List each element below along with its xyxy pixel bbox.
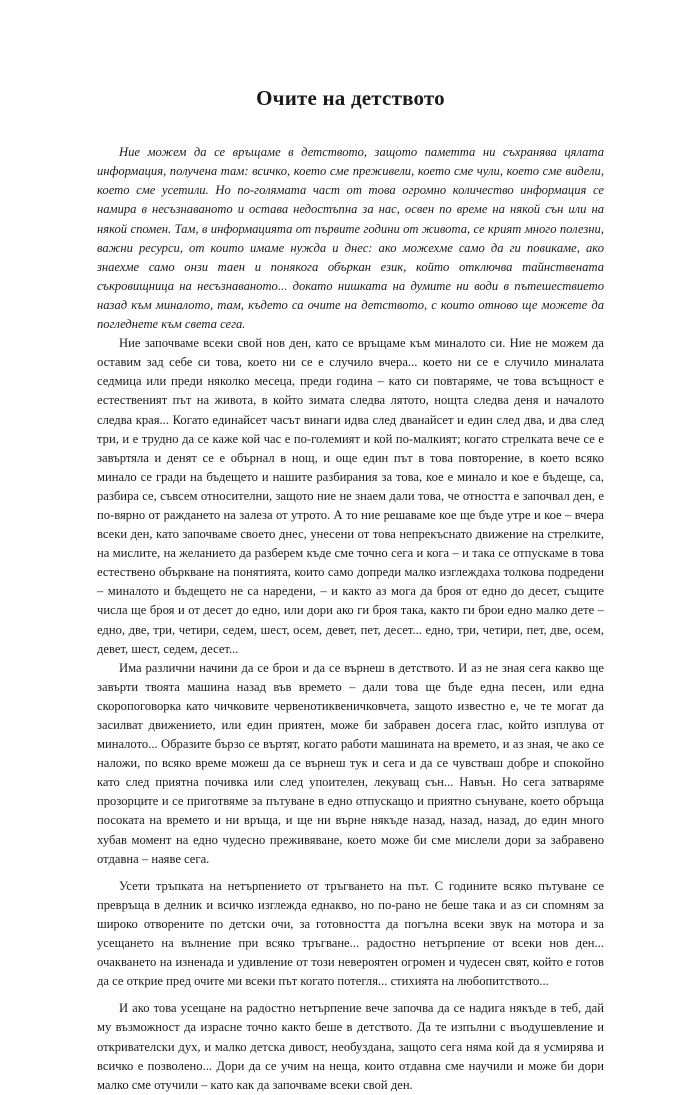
body-paragraph-3: Усети тръпката на нетърпението от тръгването на път. С годините всяко пътуване се превръща в делник и всичко изглежда еднакво, но по-рано не беше така и аз си спомням за широко отворените по детски очи, за готовността да погълна всеки звук на мотора и за усещането на вълнение при всяко тръгване... радостно нетърпение от всеки нов ден... очакването на изненада и удивление от този невероятен огромен и чудесен свят, който е готов да се открие пред очите ми всеки път когато потегля... стихията на любопитството... bbox=[97, 878, 604, 989]
body-paragraph-2: Има различни начини да се брои и да се върнеш в детството. И аз не зная сега какво ще завърти твоята машина назад във времето – дали това ще бъде една песен, или една скоропоговорка като чичковите червенотиквеничковчета, защото известно е, че те могат да засилват движението, или един приятен, може би забравен досега глас, който изплува от миналото... Образите бързо се въртят, когато работи машината на времето, и аз зная, че ако се наложи, по всяко време можеш да се върнеш тук и сега и да се чувстваш добре и спокойно като след приятна почивка или след упоителен, лекуващ сън... Навън. Но сега затваряме прозорците и се приготвяме за пътуване в едно отпускащо и приятно сънуване, което обръща посоката на времето и ни връща, и ще ни върне някъде назад, назад, назад, до един много хубав момент на едно чудесно преживяване, което може би сме мислели дори за забравено отдавна – наяве сега. bbox=[97, 660, 604, 866]
document-title: Очите на детството bbox=[256, 86, 445, 110]
intro-paragraph: Ние можем да се връщаме в детството, защото паметта ни съхранява цялата информация, получена там: всичко, което сме преживели, което сме чули, което сме видели, което сме усетили. Но по-голямата част от това огромно количество информация се намира в несъзнаваното и остава недостъпна за нас, освен по време на някой сън или на някой спомен. Там, в информацията от първите години от живота, се крият много полезни, важни ресурси, от които имаме нужда и днес: ако можехме само да ги повикаме, ако знаехме само онзи таен и понякога объркан език, който отключва тайнствената съкровищница на несъзнаваното... докато нишката на думите ни води в пътешествието назад към миналото, там, където са очите на детството, с които отново ще можете да погледнете към света сега. bbox=[97, 145, 604, 332]
body-paragraph-1: Ние започваме всеки свой нов ден, като се връщаме към миналото си. Ние не можем да оставим зад себе си това, което ни се е случило вчера... което ни се е случило миналата седмица или преди няколко месеца, преди година – като си повтаряме, че това всъщност е естественият път на живота, в който зимата следва лятото, нощта следва деня и началото следва края... Когато единайсет часът винаги идва след дванайсет и един след два, и два след три, и е трудно да се каже кой час е по-големият и кой по-малкият; когато стрелката вече се е завъртяла и денят се е обърнал в нощ, и още един път в това повторение, в което всяко минало се гради на бъдещето и нашите разбирания за това, кое е минало и кое е бъдеще, са, разбира се, съвсем относителни, защото ние не знаем дали това, че отността е започвал ден, е по-вярно от раждането на залеза от утрото. А то ние решаваме кое ще бъде утре и кое – вчера всеки ден, като започваме своето днес, унесени от това непрекъснато движение на стрелките, на мислите, на желанието да разберем къде сме точно сега и кога – и така се отпускаме в това естествено объркване на понятията, които само допреди малко изглеждаха толкова подредени – миналото и бъдещето не са наредени, – и както аз мога да броя от едно до десет, същите числа ще броя и от десет до едно, или дори ако ги броя така, както ги брои едно малко дете – едно, две, три, четири, седем, шест, осем, девет, пет, десет... едно, три, четири, пет, две, осем, девет, шест, седем, десет... bbox=[97, 336, 604, 656]
body-paragraph-4: И ако това усещане на радостно нетърпение вече започва да се надига някъде в теб, дай му възможност да израсне точно както беше в детството. Да те изпълни с въодушевление и откривателски дух, и малко детска дивост, необуздана, защото сега няма кой да я усмирява и всичко е позволено... Дори да се учим на неща, които отдавна сме научили и може би дори малко сме отучили – като как да започваме всеки свой ден. bbox=[97, 1001, 604, 1092]
